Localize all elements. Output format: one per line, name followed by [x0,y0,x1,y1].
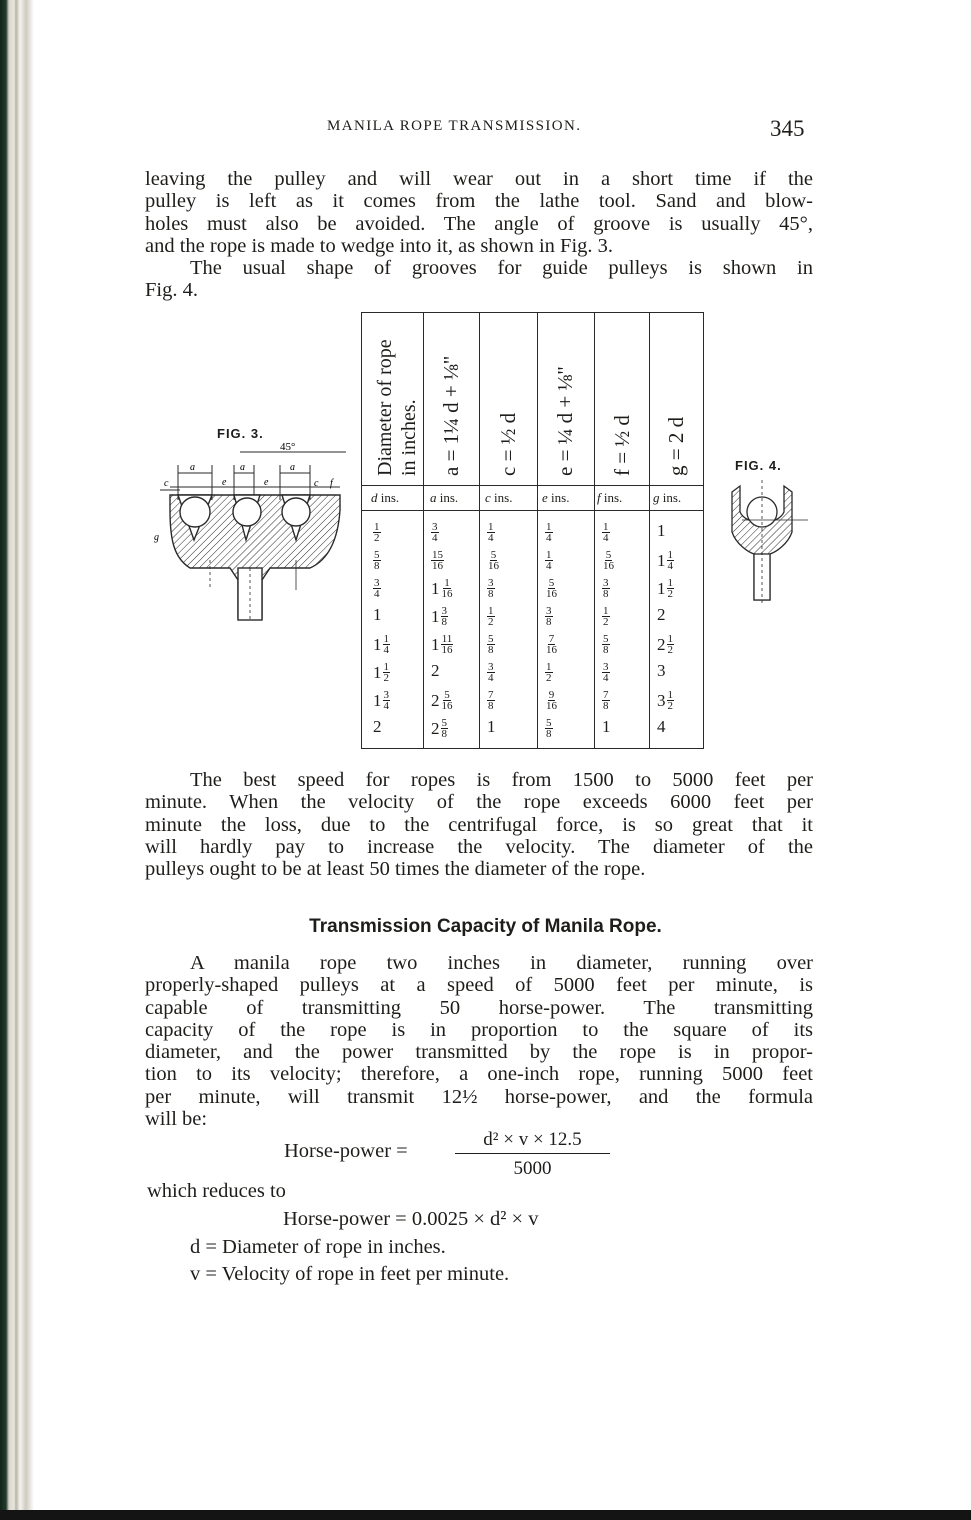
fraction-numerator: 1 [546,549,552,561]
fig3-dim-c: c [314,478,319,489]
fraction [431,550,444,571]
table-cell [487,690,495,711]
whole-number: 2 [431,661,440,680]
paragraph-rope-speed [145,769,813,880]
fig3-dim-a: a [290,462,295,473]
fraction [431,522,439,543]
table-rule [361,312,704,313]
fraction-numerator: 3 [603,661,609,673]
whole-number: 1 [431,635,440,654]
fraction-denominator: 8 [488,588,494,600]
text-line: holes must also be avoided. The angle of groove is usually 45°, [145,212,813,235]
col-unit-f [597,490,622,506]
whole-number: 1 [373,635,382,654]
fraction [487,606,495,627]
unit-symbol: c [485,490,491,505]
unit-symbol: f [597,490,601,505]
fraction-denominator: 16 [546,588,557,600]
section-heading [0,916,971,938]
table-cell [487,718,497,735]
definition-d: d = Diameter of rope in inches. [190,1236,446,1258]
fraction-denominator: 8 [441,728,447,740]
fraction-denominator: 4 [546,560,552,572]
fraction-denominator: 2 [374,532,380,544]
fraction-numerator: 5 [488,633,494,645]
table-cell [602,718,612,735]
table-cell [545,550,553,571]
fraction-denominator: 8 [603,644,609,656]
text-line: capacity of the rope is in proportion to the square of its [145,1018,813,1041]
fraction [667,578,675,599]
fraction-denominator: 4 [603,532,609,544]
unit-symbol: d [371,490,378,505]
table-cell [431,634,454,655]
table-rule [479,312,480,749]
fraction-denominator: 8 [488,644,494,656]
fraction [667,690,675,711]
text-line: per minute, will transmit 12½ horse-power, and the formula [145,1085,813,1108]
table-cell [602,690,610,711]
table-cell [657,522,667,539]
table-cell [373,550,381,571]
unit-symbol: a [430,490,437,505]
whole-number: 1 [373,691,382,710]
text-line: Fig. 4. [145,279,198,302]
table-rule [423,312,424,749]
fraction-denominator: 2 [383,672,389,684]
fig3-dim-g: g [154,532,159,543]
table-rule [594,312,595,749]
fraction-numerator: 1 [667,577,673,589]
table-cell [431,690,454,711]
table-rule [537,312,538,749]
fraction-numerator: 1 [488,521,494,533]
fraction [602,522,610,543]
text-line: will be: [145,1108,208,1131]
fraction [487,634,495,655]
scan-bottom-edge [0,1510,971,1520]
fraction-numerator: 1 [603,605,609,617]
paragraph-capacity [145,952,813,1130]
fraction [441,718,449,739]
fraction-numerator: 3 [488,661,494,673]
fraction-numerator: 1 [383,633,389,645]
fraction-numerator: 5 [546,717,552,729]
formula-hp-reduced: Horse-power = 0.0025 × d² × v [283,1208,539,1230]
whole-number: 1 [431,607,440,626]
table-cell [602,662,610,683]
fig3-dim-e: e [264,477,269,488]
definition-v: v = Velocity of rope in feet per minute. [190,1263,510,1285]
fraction-denominator: 8 [546,616,552,628]
fraction [441,606,449,627]
fraction [487,690,495,711]
fraction-denominator: 8 [546,728,552,740]
col-header-g: g = 2 d [664,416,688,476]
fraction-numerator: 1 [374,521,380,533]
unit-text: ins. [603,490,623,505]
table-cell [373,522,381,543]
text-which-reduces: which reduces to [147,1180,286,1202]
fraction-numerator: 3 [383,689,389,701]
fraction-denominator: 2 [667,700,673,712]
page-number: 345 [770,116,805,141]
fraction-numerator: 1 [667,633,673,645]
fraction [545,718,553,739]
whole-number: 1 [487,717,496,736]
fraction-numerator: 3 [603,577,609,589]
col-unit-c [485,490,512,506]
formula-denominator: 5000 [513,1158,552,1179]
fraction [383,634,391,655]
fraction [545,662,553,683]
rope-groove-table [361,312,704,749]
col-header-f: f = ½ d [610,415,634,476]
whole-number: 1 [431,579,440,598]
fraction-denominator: 16 [441,700,453,712]
table-cell [373,578,381,599]
fraction [487,522,495,543]
fraction-denominator: 2 [667,588,673,600]
fraction-numerator: 5 [441,717,447,729]
whole-number: 3 [657,691,666,710]
fraction [602,690,610,711]
unit-text: ins. [494,490,513,505]
fraction-numerator: 5 [374,549,380,561]
table-cell [431,522,439,543]
text-line: minute. When the velocity of the rope exceeds 6000 feet per [145,791,813,814]
fraction [545,606,553,627]
fraction [487,578,495,599]
fraction-denominator: 4 [667,560,673,572]
fraction-numerator: 15 [432,549,443,561]
fraction-numerator: 7 [488,689,494,701]
table-rule [361,510,704,511]
fraction-denominator: 8 [603,588,609,600]
fraction-numerator: 1 [383,661,389,673]
fraction-numerator: 3 [488,577,494,589]
fraction-denominator: 4 [603,672,609,684]
unit-text: ins. [380,490,400,505]
fraction-numerator: 5 [548,577,555,589]
table-cell [545,606,553,627]
fraction [373,550,381,571]
fraction [383,662,391,683]
section-heading-text: Transmission Capacity of Manila Rope. [309,916,662,937]
fraction-denominator: 16 [546,644,557,656]
fraction-numerator: 1 [546,521,552,533]
whole-number: 2 [657,635,666,654]
table-cell [602,578,610,599]
fraction [602,662,610,683]
text-line: pulleys ought to be at least 50 times the diameter of the rope. [145,858,646,881]
text-line: A manila rope two inches in diameter, running over [190,952,813,974]
table-cell [545,634,558,655]
table-cell [373,690,390,711]
fig4-guide-pulley-drawing [722,472,812,612]
fraction [373,522,381,543]
fraction [441,578,454,599]
fraction-numerator: 1 [667,689,673,701]
fraction [487,550,500,571]
fraction-denominator: 8 [603,700,609,712]
col-header-diameter: Diameter of rope in inches. [374,339,420,476]
text-line: The usual shape of grooves for guide pulleys is shown in [190,257,813,279]
table-cell [431,662,441,679]
fraction-numerator: 1 [488,605,494,617]
fraction-numerator: 11 [441,633,453,645]
table-rule [361,748,704,749]
table-cell [602,522,610,543]
fraction [602,634,610,655]
table-cell [373,634,390,655]
text-line: diameter, and the power transmitted by the rope is in propor- [145,1041,813,1064]
fraction-denominator: 2 [667,644,673,656]
paragraph-guide-pulleys [145,257,813,302]
fraction-numerator: 1 [444,577,450,589]
fraction-denominator: 4 [488,532,494,544]
whole-number: 1 [657,551,666,570]
table-cell [545,718,553,739]
table-cell [602,550,615,571]
running-header-title: MANILA ROPE TRANSMISSION. [327,118,582,134]
book-binding-edge [0,0,34,1520]
text-line: The best speed for ropes is from 1500 to 5000 feet per [190,769,813,791]
fraction-denominator: 2 [603,616,609,628]
formula-numerator: d² × v × 12.5 [455,1129,610,1154]
fraction-denominator: 2 [546,672,552,684]
fraction [667,550,675,571]
whole-number: 4 [657,717,666,736]
text-line: will hardly pay to increase the velocity. The diameter of the [145,835,813,858]
formula-hp-label: Horse-power = [284,1140,408,1162]
table-rule [703,312,704,749]
table-cell [657,634,674,655]
paragraph-groove [145,168,813,257]
whole-number: 1 [657,521,666,540]
fraction-numerator: 5 [490,549,497,561]
fraction-denominator: 16 [546,700,557,712]
col-unit-g [653,490,681,506]
table-cell [657,718,667,735]
formula-hp-fraction [455,1129,610,1180]
fig3-caption: FIG. 3. [217,426,264,441]
col-header-c: c = ½ d [496,412,520,476]
fraction-numerator: 1 [603,521,609,533]
table-cell [487,634,495,655]
table-cell [373,606,383,623]
unit-text: ins. [662,490,682,505]
col-unit-e [542,490,569,506]
whole-number: 2 [373,717,382,736]
whole-number: 3 [657,661,666,680]
fraction-numerator: 5 [444,689,450,701]
unit-symbol: e [542,490,548,505]
fraction-denominator: 8 [374,560,380,572]
fraction-numerator: 7 [603,689,609,701]
fraction [545,690,558,711]
whole-number: 2 [431,691,440,710]
fraction [441,634,454,655]
fig3-dim-e: e [222,477,227,488]
fraction-denominator: 4 [383,644,389,656]
fraction-denominator: 4 [374,588,380,600]
table-cell [431,550,444,571]
table-cell [487,578,495,599]
table-cell [431,718,448,739]
table-cell [657,662,667,679]
col-header-a: a = 1¼ d + ⅛" [439,355,463,476]
table-cell [545,522,553,543]
fig4-caption: FIG. 4. [735,458,782,473]
table-cell [545,690,558,711]
unit-text: ins. [551,490,570,505]
table-cell [545,662,553,683]
col-unit-a [430,490,458,506]
table-rule [361,312,362,749]
table-cell [487,662,495,683]
fraction-numerator: 3 [432,521,438,533]
fig3-dim-a: a [240,462,245,473]
fig3-groove-drawing [150,440,350,640]
table-cell [657,578,674,599]
table-cell [431,606,448,627]
fraction-denominator: 4 [488,672,494,684]
fraction [383,690,391,711]
table-cell [373,662,390,683]
whole-number: 1 [602,717,611,736]
text-line: and the rope is made to wedge into it, as shown in Fig. 3. [145,234,614,257]
whole-number: 1 [373,605,382,624]
fraction-numerator: 3 [546,605,552,617]
fraction-denominator: 4 [432,532,438,544]
table-cell [657,606,667,623]
fraction-denominator: 4 [546,532,552,544]
table-cell [487,606,495,627]
table-cell [487,522,495,543]
fraction [545,578,558,599]
fraction-denominator: 16 [603,560,614,572]
text-line: leaving the pulley and will wear out in a short time if the [145,168,813,190]
fraction-numerator: 3 [441,605,447,617]
fraction-numerator: 7 [548,633,555,645]
fraction [487,662,495,683]
fraction-numerator: 3 [374,577,380,589]
fraction [602,550,615,571]
fig3-dim-f: f [330,478,333,489]
table-cell [545,578,558,599]
fraction-denominator: 16 [441,588,453,600]
unit-symbol: g [653,490,660,505]
fraction-denominator: 16 [488,560,499,572]
unit-text: ins. [439,490,459,505]
table-cell [602,634,610,655]
text-line: tion to its velocity; therefore, a one-inch rope, running 5000 feet [145,1063,813,1086]
fig3-dim-c: c [164,478,169,489]
text-line: minute the loss, due to the centrifugal force, is so great that it [145,813,813,836]
fraction-numerator: 5 [605,549,612,561]
table-rule [649,312,650,749]
fraction-denominator: 16 [432,560,443,572]
table-cell [487,550,500,571]
whole-number: 2 [657,605,666,624]
table-cell [657,550,674,571]
fig3-dim-a: a [190,462,195,473]
col-unit-d [371,490,399,506]
table-rule [361,485,704,486]
text-line: properly-shaped pulleys at a speed of 5000 feet per minute, is [145,974,813,997]
whole-number: 1 [373,663,382,682]
fig3-angle-label: 45° [280,441,296,453]
fraction-numerator: 5 [603,633,609,645]
fraction-numerator: 9 [548,689,555,701]
fraction [602,606,610,627]
fraction-denominator: 16 [441,644,453,656]
fraction [545,522,553,543]
fraction [441,690,454,711]
fraction [373,578,381,599]
fraction [602,578,610,599]
fraction-denominator: 8 [488,700,494,712]
whole-number: 2 [431,719,440,738]
table-cell [657,690,674,711]
text-line: capable of transmitting 50 horse-power. The transmitting [145,996,813,1019]
fraction-numerator: 1 [667,549,673,561]
fraction-denominator: 2 [488,616,494,628]
fraction-denominator: 8 [441,616,447,628]
fraction-denominator: 4 [383,700,389,712]
col-header-e: e = ¼ d + ⅛" [553,366,577,476]
fraction-numerator: 1 [546,661,552,673]
table-cell [373,718,383,735]
fraction [545,550,553,571]
fraction [545,634,558,655]
whole-number: 1 [657,579,666,598]
text-line: pulley is left as it comes from the lathe tool. Sand and blow- [145,190,813,213]
fraction [667,634,675,655]
table-cell [602,606,610,627]
table-cell [431,578,454,599]
